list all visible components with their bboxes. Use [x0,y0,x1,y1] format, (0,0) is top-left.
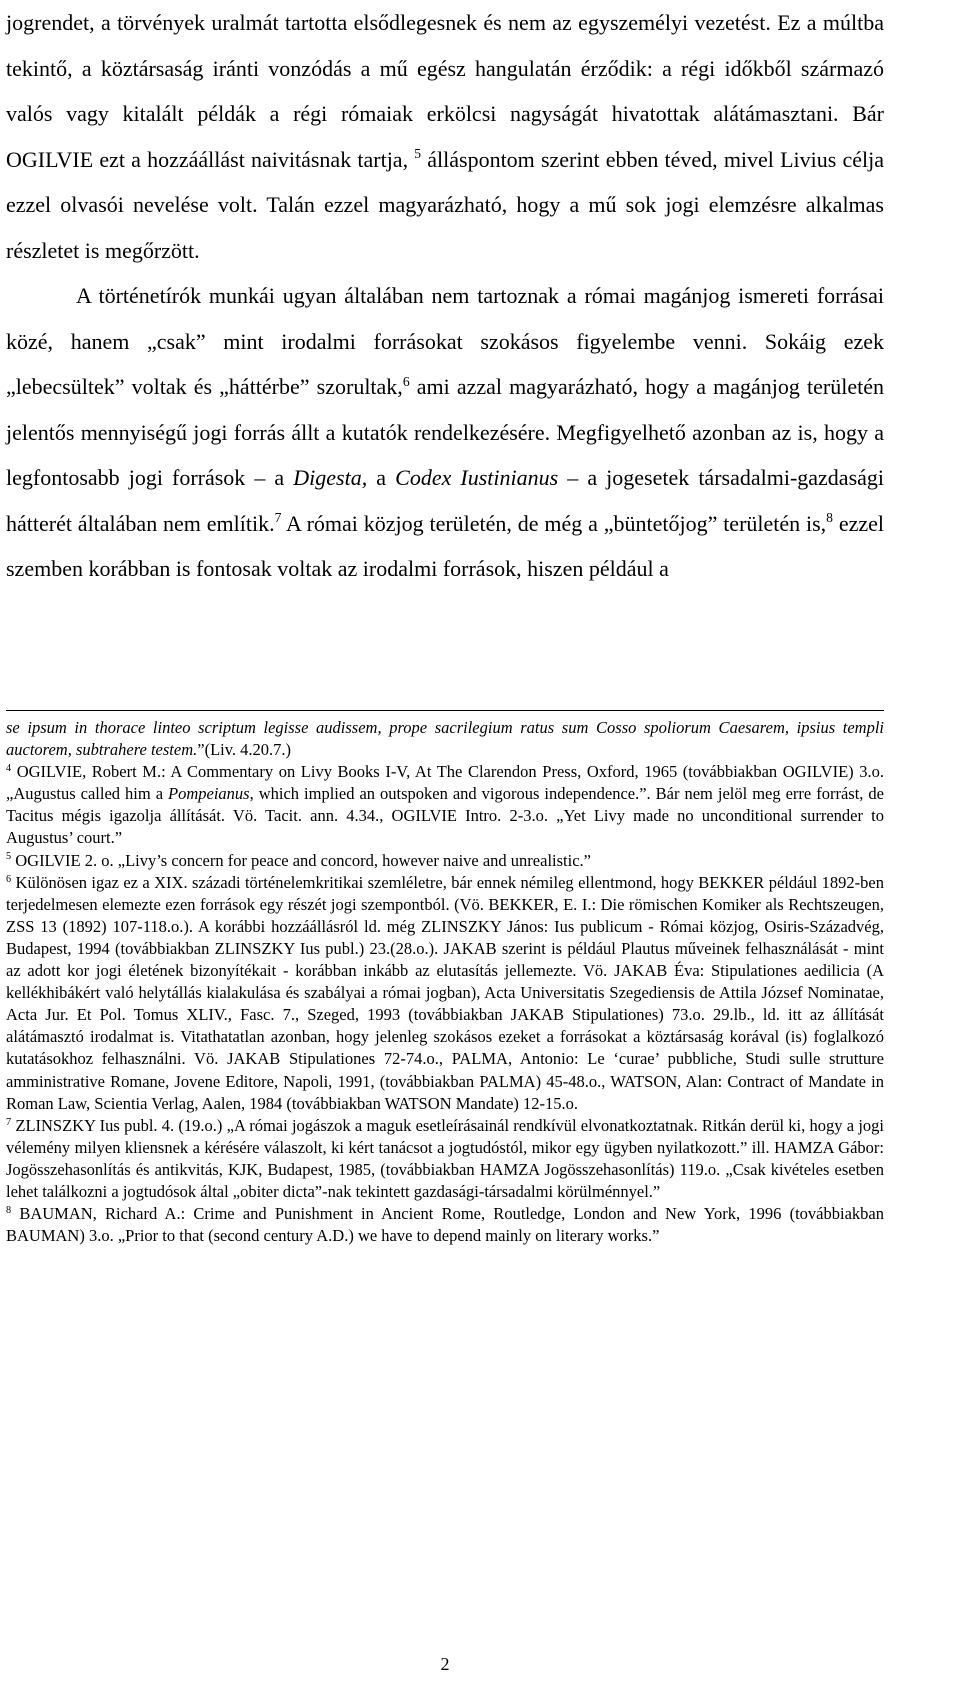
footnote-ref-8[interactable]: 8 [826,510,833,526]
paragraph-2-part-b: ami azzal magyarázható, hogy a magánjog területén jelentős mennyiségű jogi forrás állt a kutatók rendelkezésére. Megfigyelhető azonban az is, hogy a legfontosabb jogi források – a [6,374,884,490]
footnotes [6,717,884,1247]
footnote-4-text-a: OGILVIE, Robert M.: A Commentary on Livy Books I-V, At The Clarendon Press, Oxford, 1965 (továbbiakban OGILVIE) 3.o. „Augustus called him a [6,762,884,804]
footnote-6-number: 6 [6,873,12,885]
footnote-5-text: OGILVIE 2. o. „Livy’s concern for peace and concord, however naive and unrealistic.” [11,850,591,870]
footnote-6 [6,872,884,1115]
page-number: 2 [440,1654,450,1674]
footnote-7-text: ZLINSZKY Ius publ. 4. (19.o.) „A római jogászok a maguk esetleírásainál rendkívül elvonatkoztatnak. Ritkán derül ki, hogy a jogi vélemény milyen kliensnek a kérésére válaszolt, ki kért tanácsot a jogtudóstól, mikor egy ügyben nyilatkozott.” ill. HAMZA Gábor: Jogösszehasonlítás és antikvitás, KJK, Budapest, 1985, (továbbiakban HAMZA Jogösszehasonlítás) 119.o. „Csak kivételes esetben lehet találkozni a jogtudósok által „obiter dicta”-nak tekintett gazdasági-társadalmi körülménnyel.” [6,1115,884,1201]
footnote-4-text-b: , which implied an outspoken and vigorous independence.”. Bár nem jelöl meg erre forrást, de Tacitus mégis igazolja állítását. Vö. Tacit. ann. 4.34., OGILVIE Intro. 2-3.o. „Yet Livy made no unconditional surrender to Augustus’ court.” [6,784,884,848]
footnote-ref-7[interactable]: 7 [274,510,282,526]
footnote-8-number: 8 [6,1204,12,1216]
paragraph-2-part-d: – a jogesetek társadalmi-gazdasági hátterét általában nem említik. [6,465,885,536]
footnote-7-number: 7 [6,1116,12,1128]
main-text [6,0,884,592]
codex-title: Codex Iustinianus [395,465,559,490]
paragraph-2-part-a: A történetírók munkái ugyan általában nem tartoznak a római magánjog ismereti forrásai közé, hanem „csak” mint irodalmi forrásokat szokásos figyelembe venni. Sokáig ezek „lebecsültek” voltak és „háttérbe” szorultak, [6,283,884,399]
footnote-4-number: 4 [6,763,12,775]
footnote-6-text: Különösen igaz ez a XIX. századi történelemkritikai szemléletre, bár ennek némileg ellentmond, hogy BEKKER például 1892-ben terjedelmesen elemezte ezen források egy részét jogi szempontból. (Vö. BEKKER, E. I.: Die römischen Komiker als Rechtszeugen, ZSS 13 (1892) 107-118.o.). A korábbi hozzáállásról ld. még ZLINSZKY János: Ius publicum - Római közjog, Osiris-Századvég, Budapest, 1994 (továbbiakban ZLINSZKY Ius publ.) 23.(28.o.). JAKAB szerint is például Plautus műveinek felhasználását - mint az adott kor jogi életének bizonyítékait - korábban inkább az elutasítás jellemezte. Vö. JAKAB Éva: Stipulationes aedilicia (A kellékhibákért való helytállás kialakulása és szabályai a római jogban), Acta Universitatis Szegediensis de Attila József Nominatae, Acta Jur. Et Pol. Tomus XLIV., Fasc. 7., Szeged, 1993 (továbbiakban JAKAB Stipulationes) 73.o. 29.lb., ld. itt az állítását alátámasztó irodalmat is. Vitathatatlan azonban, hogy jelenleg szokásos ezeket a forrásokat a köztársaság korával (is) foglalkozó kutatásokhoz felhasználni. Vö. JAKAB Stipulationes 72-74.o., PALMA, Antonio: Le ‘curae’ pubbliche, Studi sulle strutture amministrative Romane, Jovene Editore, Napoli, 1991, (továbbiakban PALMA) 45-48.o., WATSON, Alan: Contract of Mandate in Roman Law, Scientia Verlag, Aalen, 1984 (továbbiakban WATSON Mandate) 12-15.o. [6,872,884,1113]
footnote-5-number: 5 [6,851,12,863]
paragraph-1 [6,0,884,273]
paragraph-2 [6,273,884,592]
footnote-ref-5[interactable]: 5 [414,146,422,162]
paragraph-2-part-c: a [367,465,396,490]
paragraph-2-part-f: ezzel szemben korábban is fontosak voltak az irodalmi források, hiszen például a [6,510,885,581]
paragraph-1-part-b: álláspontom szerint ebben téved, mivel Livius célja ezzel olvasói nevelése volt. Talán ezzel magyarázható, hogy a mű sok jogi elemzésre alkalmas részletet is megőrzött. [6,146,885,263]
latin-quote-reference: ”(Liv. 4.20.7.) [197,740,292,760]
latin-quote: se ipsum in thorace linteo scriptum legisse audissem, prope sacrilegium ratus sum Cosso spoliorum Caesarem, ipsius templi auctorem, subtrahere testem. [6,718,884,760]
footnote-7 [6,1115,884,1203]
paragraph-1-part-a: jogrendet, a törvények uralmát tartotta elsődlegesnek és nem az egyszemélyi vezetést. Ez a múltba tekintő, a köztársaság iránti vonzódás a mű egész hangulatán érződik: a régi időkből származó valós vagy kitalált példák a régi rómaiak erkölcsi nagyságát hivatottak alátámasztani. Bár OGILVIE ezt a hozzáállást naivitásnak tartja, [6,10,884,172]
footnote-5 [6,850,884,872]
footnote-continuation [6,717,884,761]
footnote-4 [6,761,884,849]
footnote-ref-6[interactable]: 6 [402,373,410,389]
paragraph-2-part-e: A római közjog területén, de még a „büntetőjog” területén is, [281,510,827,536]
digesta-title: Digesta, [293,465,368,490]
footnote-separator [6,710,884,711]
footnote-8-text: BAUMAN, Richard A.: Crime and Punishment in Ancient Rome, Routledge, London and New York, 1996 (továbbiakban BAUMAN) 3.o. „Prior to that (second century A.D.) we have to depend mainly on literary works.” [6,1204,884,1246]
footnote-8 [6,1203,884,1247]
footnote-4-italic: Pompeianus [168,784,250,804]
